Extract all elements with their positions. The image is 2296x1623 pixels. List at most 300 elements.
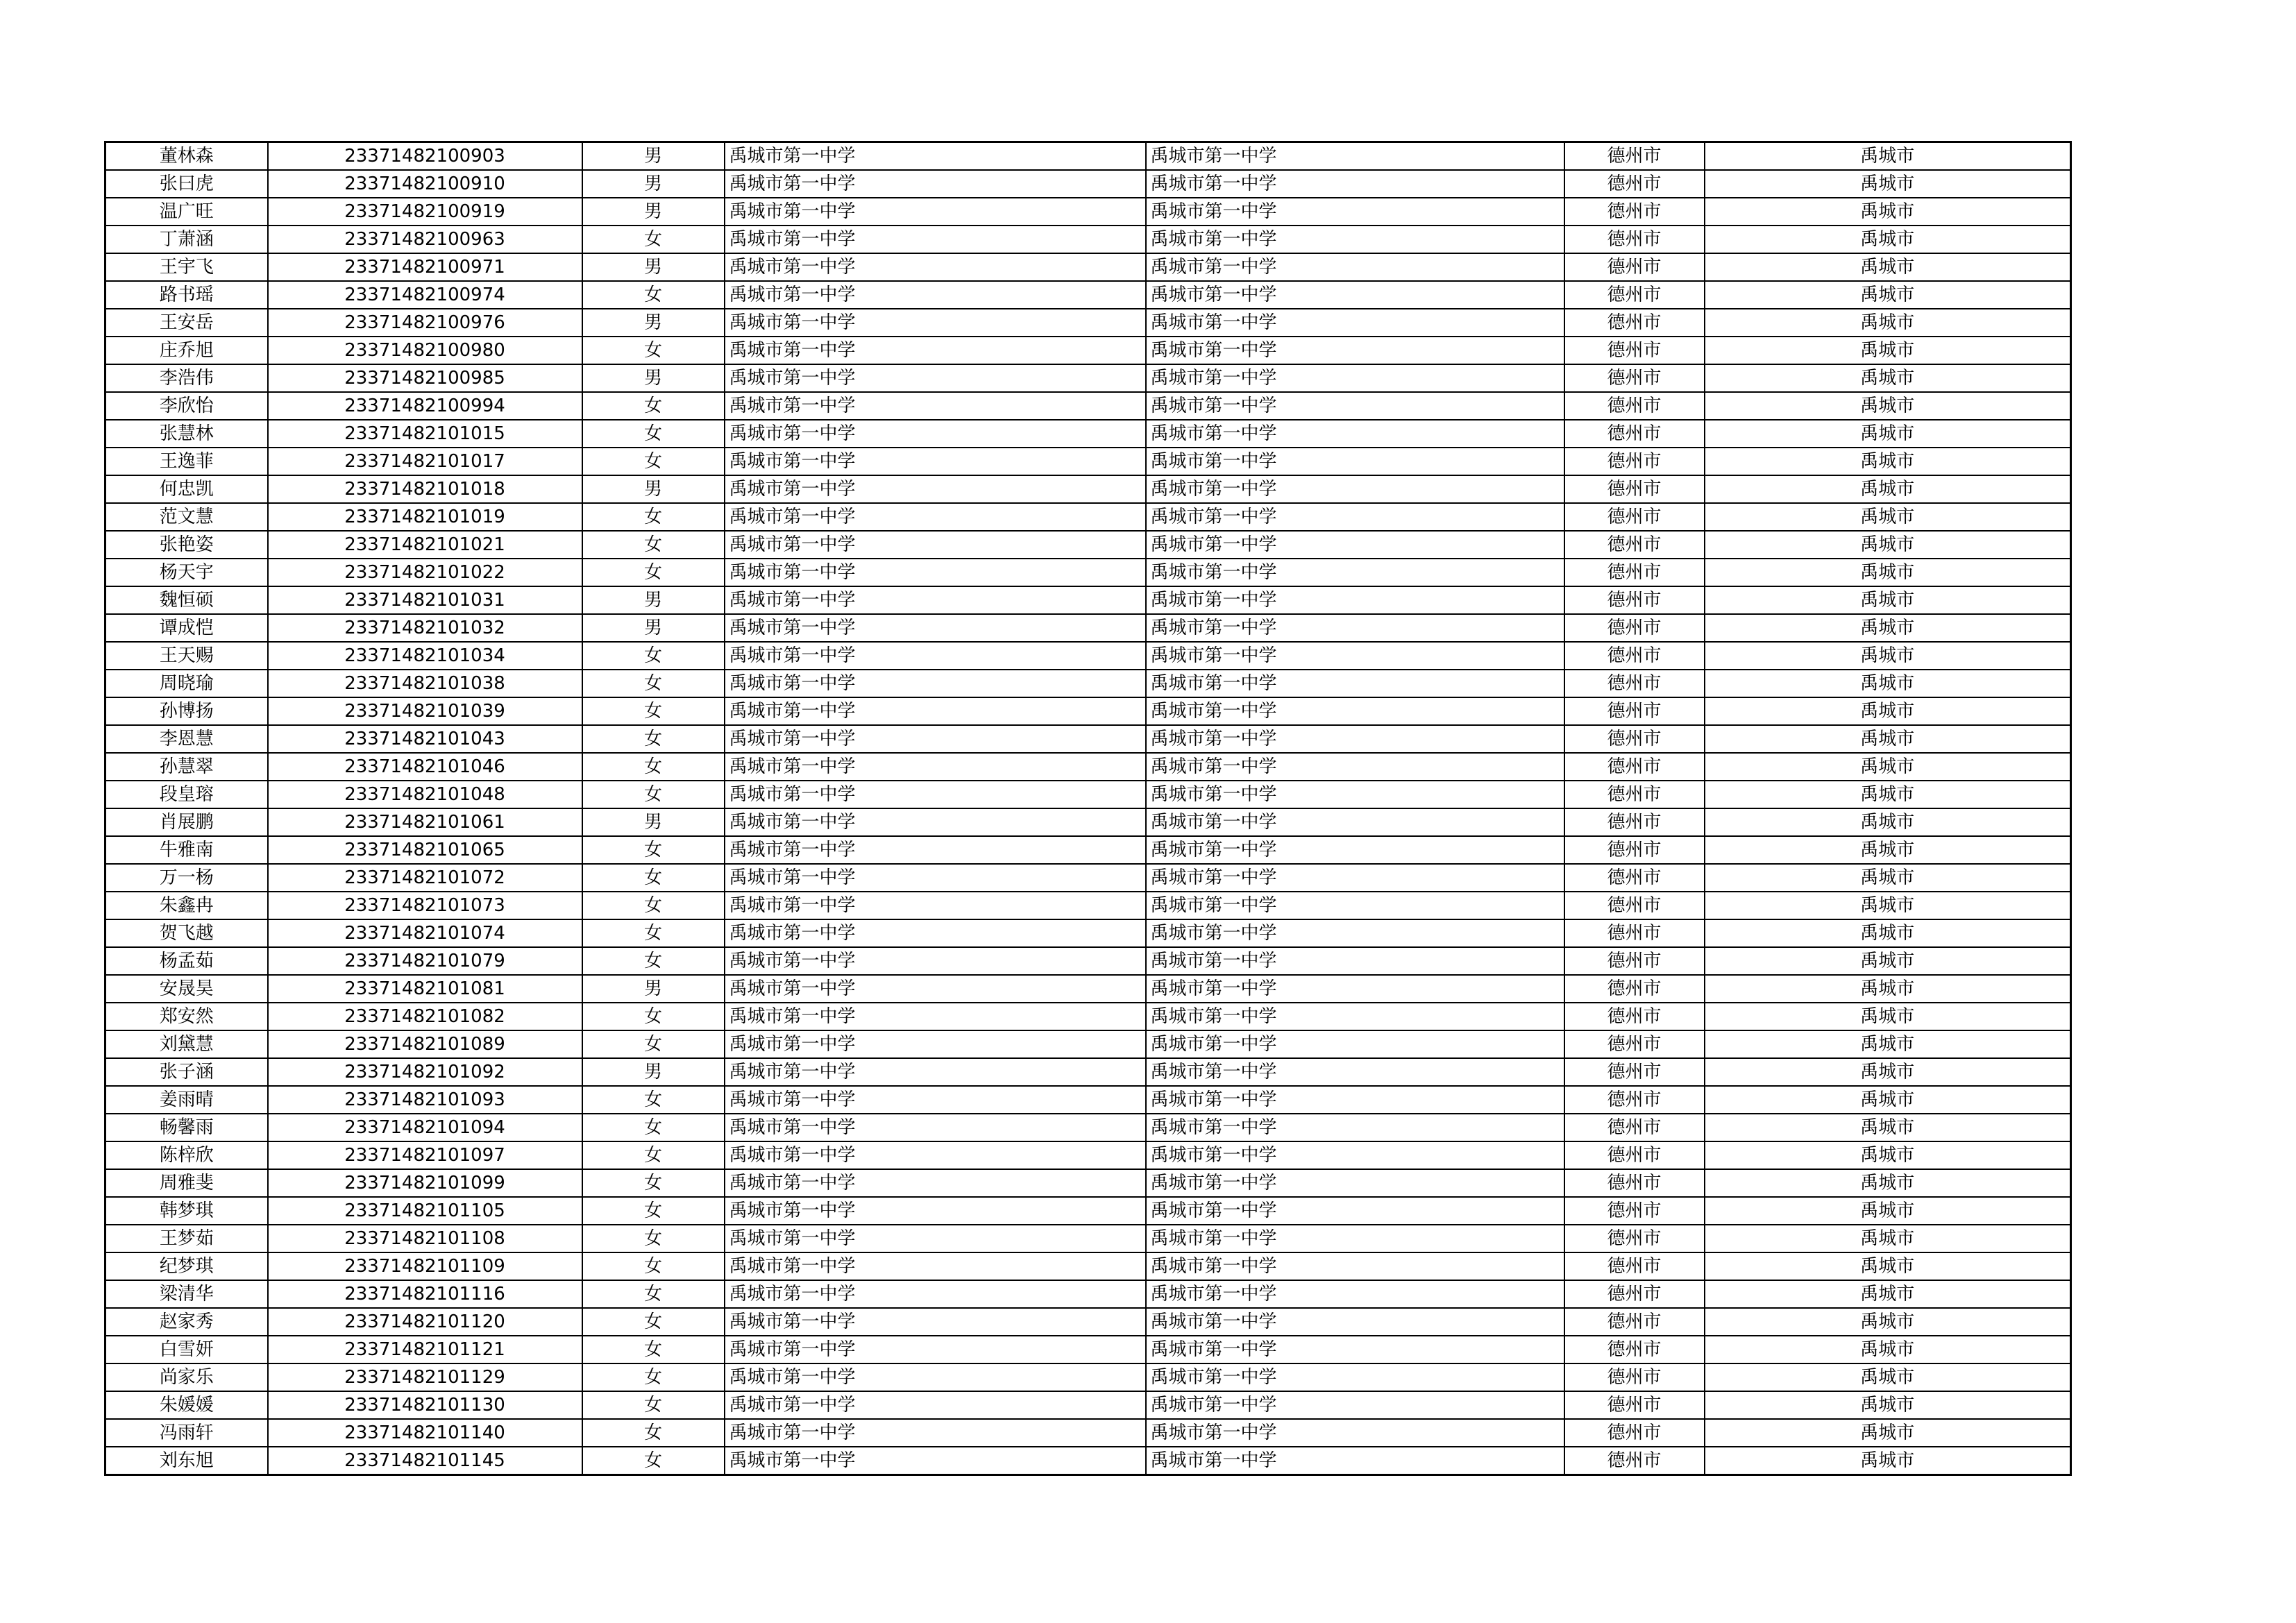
county-cell: 禹城市 [1705, 142, 2071, 171]
school-cell: 禹城市第一中学 [725, 142, 1146, 171]
exam-id-cell: 23371482101081 [268, 975, 582, 1003]
gender-cell: 男 [582, 586, 725, 614]
school-cell: 禹城市第一中学 [725, 781, 1146, 808]
city-cell: 德州市 [1564, 226, 1705, 253]
exam-id-cell: 23371482101072 [268, 864, 582, 892]
student-name-cell: 范文慧 [105, 503, 268, 531]
table-row [105, 808, 2071, 836]
gender-cell: 女 [582, 1114, 725, 1141]
county-cell: 禹城市 [1705, 448, 2071, 475]
student-name-cell: 李恩慧 [105, 725, 268, 753]
admission-school-cell: 禹城市第一中学 [1146, 170, 1564, 198]
gender-cell: 女 [582, 864, 725, 892]
student-name-cell: 冯雨轩 [105, 1419, 268, 1447]
student-name-cell: 周晓瑜 [105, 670, 268, 697]
exam-id-cell: 23371482101031 [268, 586, 582, 614]
county-cell: 禹城市 [1705, 725, 2071, 753]
gender-cell: 女 [582, 919, 725, 947]
city-cell: 德州市 [1564, 975, 1705, 1003]
city-cell: 德州市 [1564, 1114, 1705, 1141]
table-row [105, 1419, 2071, 1447]
exam-id-cell: 23371482101129 [268, 1363, 582, 1391]
gender-cell: 女 [582, 448, 725, 475]
student-name-cell: 梁清华 [105, 1280, 268, 1308]
gender-cell: 女 [582, 1030, 725, 1058]
gender-cell: 男 [582, 475, 725, 503]
gender-cell: 男 [582, 614, 725, 642]
admission-school-cell: 禹城市第一中学 [1146, 1197, 1564, 1225]
school-cell: 禹城市第一中学 [725, 1003, 1146, 1030]
admission-school-cell: 禹城市第一中学 [1146, 919, 1564, 947]
table-row [105, 725, 2071, 753]
table-row [105, 781, 2071, 808]
student-name-cell: 王安岳 [105, 309, 268, 337]
city-cell: 德州市 [1564, 392, 1705, 420]
school-cell: 禹城市第一中学 [725, 337, 1146, 364]
exam-id-cell: 23371482101109 [268, 1252, 582, 1280]
admission-school-cell: 禹城市第一中学 [1146, 1419, 1564, 1447]
student-name-cell: 纪梦琪 [105, 1252, 268, 1280]
table-row [105, 642, 2071, 670]
county-cell: 禹城市 [1705, 170, 2071, 198]
county-cell: 禹城市 [1705, 1058, 2071, 1086]
city-cell: 德州市 [1564, 1363, 1705, 1391]
student-name-cell: 朱鑫冉 [105, 892, 268, 919]
city-cell: 德州市 [1564, 919, 1705, 947]
county-cell: 禹城市 [1705, 503, 2071, 531]
table-row [105, 392, 2071, 420]
table-row [105, 697, 2071, 725]
admission-school-cell: 禹城市第一中学 [1146, 1003, 1564, 1030]
school-cell: 禹城市第一中学 [725, 1169, 1146, 1197]
county-cell: 禹城市 [1705, 947, 2071, 975]
table-row [105, 1252, 2071, 1280]
school-cell: 禹城市第一中学 [725, 392, 1146, 420]
county-cell: 禹城市 [1705, 1197, 2071, 1225]
city-cell: 德州市 [1564, 1086, 1705, 1114]
exam-id-cell: 23371482101082 [268, 1003, 582, 1030]
school-cell: 禹城市第一中学 [725, 614, 1146, 642]
gender-cell: 女 [582, 1197, 725, 1225]
gender-cell: 女 [582, 725, 725, 753]
school-cell: 禹城市第一中学 [725, 808, 1146, 836]
county-cell: 禹城市 [1705, 864, 2071, 892]
county-cell: 禹城市 [1705, 1169, 2071, 1197]
admission-school-cell: 禹城市第一中学 [1146, 697, 1564, 725]
gender-cell: 男 [582, 364, 725, 392]
school-cell: 禹城市第一中学 [725, 309, 1146, 337]
exam-id-cell: 23371482101094 [268, 1114, 582, 1141]
student-name-cell: 魏恒硕 [105, 586, 268, 614]
table-row [105, 614, 2071, 642]
school-cell: 禹城市第一中学 [725, 919, 1146, 947]
county-cell: 禹城市 [1705, 226, 2071, 253]
city-cell: 德州市 [1564, 1003, 1705, 1030]
student-name-cell: 丁萧涵 [105, 226, 268, 253]
city-cell: 德州市 [1564, 614, 1705, 642]
table-row [105, 1363, 2071, 1391]
county-cell: 禹城市 [1705, 364, 2071, 392]
exam-id-cell: 23371482101032 [268, 614, 582, 642]
exam-id-cell: 23371482101065 [268, 836, 582, 864]
gender-cell: 男 [582, 975, 725, 1003]
student-name-cell: 谭成恺 [105, 614, 268, 642]
exam-id-cell: 23371482100910 [268, 170, 582, 198]
school-cell: 禹城市第一中学 [725, 1447, 1146, 1475]
table-row [105, 170, 2071, 198]
exam-id-cell: 23371482101073 [268, 892, 582, 919]
school-cell: 禹城市第一中学 [725, 892, 1146, 919]
school-cell: 禹城市第一中学 [725, 364, 1146, 392]
student-name-cell: 朱媛媛 [105, 1391, 268, 1419]
gender-cell: 女 [582, 1391, 725, 1419]
gender-cell: 男 [582, 808, 725, 836]
city-cell: 德州市 [1564, 559, 1705, 586]
city-cell: 德州市 [1564, 364, 1705, 392]
county-cell: 禹城市 [1705, 614, 2071, 642]
admission-school-cell: 禹城市第一中学 [1146, 531, 1564, 559]
admission-school-cell: 禹城市第一中学 [1146, 1447, 1564, 1475]
admission-school-cell: 禹城市第一中学 [1146, 808, 1564, 836]
exam-id-cell: 23371482101046 [268, 753, 582, 781]
county-cell: 禹城市 [1705, 697, 2071, 725]
gender-cell: 女 [582, 753, 725, 781]
gender-cell: 女 [582, 1308, 725, 1336]
gender-cell: 女 [582, 1363, 725, 1391]
admission-school-cell: 禹城市第一中学 [1146, 253, 1564, 281]
admission-school-cell: 禹城市第一中学 [1146, 1336, 1564, 1363]
city-cell: 德州市 [1564, 642, 1705, 670]
student-name-cell: 李欣怡 [105, 392, 268, 420]
county-cell: 禹城市 [1705, 392, 2071, 420]
admission-school-cell: 禹城市第一中学 [1146, 448, 1564, 475]
student-name-cell: 董林森 [105, 142, 268, 171]
school-cell: 禹城市第一中学 [725, 836, 1146, 864]
gender-cell: 女 [582, 836, 725, 864]
county-cell: 禹城市 [1705, 1336, 2071, 1363]
city-cell: 德州市 [1564, 670, 1705, 697]
exam-id-cell: 23371482101145 [268, 1447, 582, 1475]
city-cell: 德州市 [1564, 892, 1705, 919]
county-cell: 禹城市 [1705, 420, 2071, 448]
table-row [105, 1197, 2071, 1225]
table-row [105, 1030, 2071, 1058]
city-cell: 德州市 [1564, 1391, 1705, 1419]
table-row [105, 1003, 2071, 1030]
exam-id-cell: 23371482101018 [268, 475, 582, 503]
city-cell: 德州市 [1564, 1030, 1705, 1058]
admission-school-cell: 禹城市第一中学 [1146, 892, 1564, 919]
student-name-cell: 何忠凯 [105, 475, 268, 503]
table-row [105, 448, 2071, 475]
gender-cell: 女 [582, 1447, 725, 1475]
city-cell: 德州市 [1564, 1336, 1705, 1363]
county-cell: 禹城市 [1705, 475, 2071, 503]
school-cell: 禹城市第一中学 [725, 1363, 1146, 1391]
student-name-cell: 畅馨雨 [105, 1114, 268, 1141]
admission-school-cell: 禹城市第一中学 [1146, 1252, 1564, 1280]
table-row [105, 670, 2071, 697]
school-cell: 禹城市第一中学 [725, 1197, 1146, 1225]
admission-school-cell: 禹城市第一中学 [1146, 142, 1564, 171]
city-cell: 德州市 [1564, 864, 1705, 892]
exam-id-cell: 23371482101093 [268, 1086, 582, 1114]
county-cell: 禹城市 [1705, 808, 2071, 836]
school-cell: 禹城市第一中学 [725, 1280, 1146, 1308]
admission-school-cell: 禹城市第一中学 [1146, 1114, 1564, 1141]
admission-school-cell: 禹城市第一中学 [1146, 781, 1564, 808]
student-name-cell: 段皇瑢 [105, 781, 268, 808]
school-cell: 禹城市第一中学 [725, 1086, 1146, 1114]
city-cell: 德州市 [1564, 947, 1705, 975]
city-cell: 德州市 [1564, 725, 1705, 753]
city-cell: 德州市 [1564, 475, 1705, 503]
county-cell: 禹城市 [1705, 198, 2071, 226]
admission-school-cell: 禹城市第一中学 [1146, 947, 1564, 975]
table-row [105, 198, 2071, 226]
city-cell: 德州市 [1564, 531, 1705, 559]
gender-cell: 女 [582, 781, 725, 808]
exam-id-cell: 23371482100985 [268, 364, 582, 392]
admission-school-cell: 禹城市第一中学 [1146, 614, 1564, 642]
city-cell: 德州市 [1564, 781, 1705, 808]
exam-id-cell: 23371482101079 [268, 947, 582, 975]
admission-school-cell: 禹城市第一中学 [1146, 198, 1564, 226]
table-row [105, 1141, 2071, 1169]
county-cell: 禹城市 [1705, 753, 2071, 781]
table-row [105, 586, 2071, 614]
county-cell: 禹城市 [1705, 836, 2071, 864]
county-cell: 禹城市 [1705, 1419, 2071, 1447]
gender-cell: 女 [582, 1336, 725, 1363]
table-row [105, 947, 2071, 975]
city-cell: 德州市 [1564, 142, 1705, 171]
county-cell: 禹城市 [1705, 1280, 2071, 1308]
gender-cell: 男 [582, 309, 725, 337]
county-cell: 禹城市 [1705, 1141, 2071, 1169]
gender-cell: 女 [582, 947, 725, 975]
school-cell: 禹城市第一中学 [725, 170, 1146, 198]
city-cell: 德州市 [1564, 170, 1705, 198]
gender-cell: 女 [582, 1086, 725, 1114]
table-row [105, 836, 2071, 864]
school-cell: 禹城市第一中学 [725, 531, 1146, 559]
city-cell: 德州市 [1564, 1447, 1705, 1475]
school-cell: 禹城市第一中学 [725, 670, 1146, 697]
city-cell: 德州市 [1564, 1058, 1705, 1086]
admission-school-cell: 禹城市第一中学 [1146, 1308, 1564, 1336]
gender-cell: 女 [582, 670, 725, 697]
student-name-cell: 万一杨 [105, 864, 268, 892]
school-cell: 禹城市第一中学 [725, 1419, 1146, 1447]
exam-id-cell: 23371482101121 [268, 1336, 582, 1363]
gender-cell: 女 [582, 1225, 725, 1252]
school-cell: 禹城市第一中学 [725, 753, 1146, 781]
county-cell: 禹城市 [1705, 281, 2071, 309]
table-row [105, 364, 2071, 392]
exam-id-cell: 23371482101034 [268, 642, 582, 670]
admission-school-cell: 禹城市第一中学 [1146, 503, 1564, 531]
table-row [105, 420, 2071, 448]
admission-school-cell: 禹城市第一中学 [1146, 836, 1564, 864]
city-cell: 德州市 [1564, 753, 1705, 781]
student-name-cell: 庄乔旭 [105, 337, 268, 364]
school-cell: 禹城市第一中学 [725, 1058, 1146, 1086]
city-cell: 德州市 [1564, 697, 1705, 725]
admission-school-cell: 禹城市第一中学 [1146, 1058, 1564, 1086]
student-name-cell: 王逸菲 [105, 448, 268, 475]
table-row [105, 864, 2071, 892]
county-cell: 禹城市 [1705, 642, 2071, 670]
school-cell: 禹城市第一中学 [725, 586, 1146, 614]
student-name-cell: 王天赐 [105, 642, 268, 670]
gender-cell: 女 [582, 337, 725, 364]
county-cell: 禹城市 [1705, 975, 2071, 1003]
school-cell: 禹城市第一中学 [725, 975, 1146, 1003]
exam-id-cell: 23371482101048 [268, 781, 582, 808]
gender-cell: 男 [582, 142, 725, 171]
county-cell: 禹城市 [1705, 1308, 2071, 1336]
county-cell: 禹城市 [1705, 1003, 2071, 1030]
gender-cell: 女 [582, 892, 725, 919]
county-cell: 禹城市 [1705, 1252, 2071, 1280]
county-cell: 禹城市 [1705, 337, 2071, 364]
exam-id-cell: 23371482101017 [268, 448, 582, 475]
gender-cell: 女 [582, 1419, 725, 1447]
gender-cell: 女 [582, 642, 725, 670]
admission-school-cell: 禹城市第一中学 [1146, 364, 1564, 392]
table-row [105, 1058, 2071, 1086]
table-row [105, 253, 2071, 281]
admission-school-cell: 禹城市第一中学 [1146, 1280, 1564, 1308]
student-name-cell: 孙慧翠 [105, 753, 268, 781]
gender-cell: 男 [582, 198, 725, 226]
city-cell: 德州市 [1564, 337, 1705, 364]
city-cell: 德州市 [1564, 309, 1705, 337]
gender-cell: 女 [582, 1003, 725, 1030]
student-name-cell: 温广旺 [105, 198, 268, 226]
city-cell: 德州市 [1564, 503, 1705, 531]
school-cell: 禹城市第一中学 [725, 642, 1146, 670]
city-cell: 德州市 [1564, 1252, 1705, 1280]
exam-id-cell: 23371482101043 [268, 725, 582, 753]
admission-school-cell: 禹城市第一中学 [1146, 1363, 1564, 1391]
student-name-cell: 杨孟茹 [105, 947, 268, 975]
admission-school-cell: 禹城市第一中学 [1146, 642, 1564, 670]
exam-id-cell: 23371482101140 [268, 1419, 582, 1447]
city-cell: 德州市 [1564, 1141, 1705, 1169]
county-cell: 禹城市 [1705, 1225, 2071, 1252]
table-row [105, 503, 2071, 531]
exam-id-cell: 23371482101022 [268, 559, 582, 586]
exam-id-cell: 23371482101015 [268, 420, 582, 448]
school-cell: 禹城市第一中学 [725, 281, 1146, 309]
school-cell: 禹城市第一中学 [725, 198, 1146, 226]
city-cell: 德州市 [1564, 281, 1705, 309]
table-row [105, 337, 2071, 364]
table-row [105, 475, 2071, 503]
exam-id-cell: 23371482101105 [268, 1197, 582, 1225]
table-row [105, 1336, 2071, 1363]
student-name-cell: 周雅斐 [105, 1169, 268, 1197]
gender-cell: 女 [582, 559, 725, 586]
table-row [105, 1086, 2071, 1114]
school-cell: 禹城市第一中学 [725, 226, 1146, 253]
gender-cell: 女 [582, 420, 725, 448]
gender-cell: 女 [582, 1141, 725, 1169]
roster-body [105, 142, 2071, 1475]
table-row [105, 531, 2071, 559]
city-cell: 德州市 [1564, 836, 1705, 864]
table-row [105, 919, 2071, 947]
student-name-cell: 郑安然 [105, 1003, 268, 1030]
student-name-cell: 张慧林 [105, 420, 268, 448]
county-cell: 禹城市 [1705, 1447, 2071, 1475]
exam-id-cell: 23371482101120 [268, 1308, 582, 1336]
school-cell: 禹城市第一中学 [725, 1030, 1146, 1058]
admission-school-cell: 禹城市第一中学 [1146, 1141, 1564, 1169]
exam-id-cell: 23371482101092 [268, 1058, 582, 1086]
city-cell: 德州市 [1564, 253, 1705, 281]
gender-cell: 女 [582, 281, 725, 309]
school-cell: 禹城市第一中学 [725, 1225, 1146, 1252]
gender-cell: 女 [582, 392, 725, 420]
exam-id-cell: 23371482100919 [268, 198, 582, 226]
school-cell: 禹城市第一中学 [725, 559, 1146, 586]
student-name-cell: 杨天宇 [105, 559, 268, 586]
admission-school-cell: 禹城市第一中学 [1146, 281, 1564, 309]
gender-cell: 男 [582, 1058, 725, 1086]
city-cell: 德州市 [1564, 1308, 1705, 1336]
admission-school-cell: 禹城市第一中学 [1146, 753, 1564, 781]
county-cell: 禹城市 [1705, 781, 2071, 808]
exam-id-cell: 23371482101019 [268, 503, 582, 531]
table-row [105, 142, 2071, 171]
student-name-cell: 牛雅南 [105, 836, 268, 864]
gender-cell: 男 [582, 253, 725, 281]
student-name-cell: 安晟昊 [105, 975, 268, 1003]
student-name-cell: 韩梦琪 [105, 1197, 268, 1225]
exam-id-cell: 23371482100903 [268, 142, 582, 171]
exam-id-cell: 23371482100994 [268, 392, 582, 420]
student-name-cell: 王梦茹 [105, 1225, 268, 1252]
admission-school-cell: 禹城市第一中学 [1146, 226, 1564, 253]
table-row [105, 1280, 2071, 1308]
student-name-cell: 孙博扬 [105, 697, 268, 725]
gender-cell: 女 [582, 1280, 725, 1308]
table-row [105, 309, 2071, 337]
county-cell: 禹城市 [1705, 1391, 2071, 1419]
roster-table [104, 141, 2072, 1476]
admission-school-cell: 禹城市第一中学 [1146, 309, 1564, 337]
school-cell: 禹城市第一中学 [725, 503, 1146, 531]
city-cell: 德州市 [1564, 808, 1705, 836]
table-row [105, 1391, 2071, 1419]
student-name-cell: 姜雨晴 [105, 1086, 268, 1114]
school-cell: 禹城市第一中学 [725, 1336, 1146, 1363]
admission-school-cell: 禹城市第一中学 [1146, 420, 1564, 448]
school-cell: 禹城市第一中学 [725, 947, 1146, 975]
city-cell: 德州市 [1564, 586, 1705, 614]
table-row [105, 1225, 2071, 1252]
county-cell: 禹城市 [1705, 919, 2071, 947]
city-cell: 德州市 [1564, 1197, 1705, 1225]
exam-id-cell: 23371482100963 [268, 226, 582, 253]
exam-id-cell: 23371482101061 [268, 808, 582, 836]
admission-school-cell: 禹城市第一中学 [1146, 864, 1564, 892]
admission-school-cell: 禹城市第一中学 [1146, 392, 1564, 420]
admission-school-cell: 禹城市第一中学 [1146, 1225, 1564, 1252]
